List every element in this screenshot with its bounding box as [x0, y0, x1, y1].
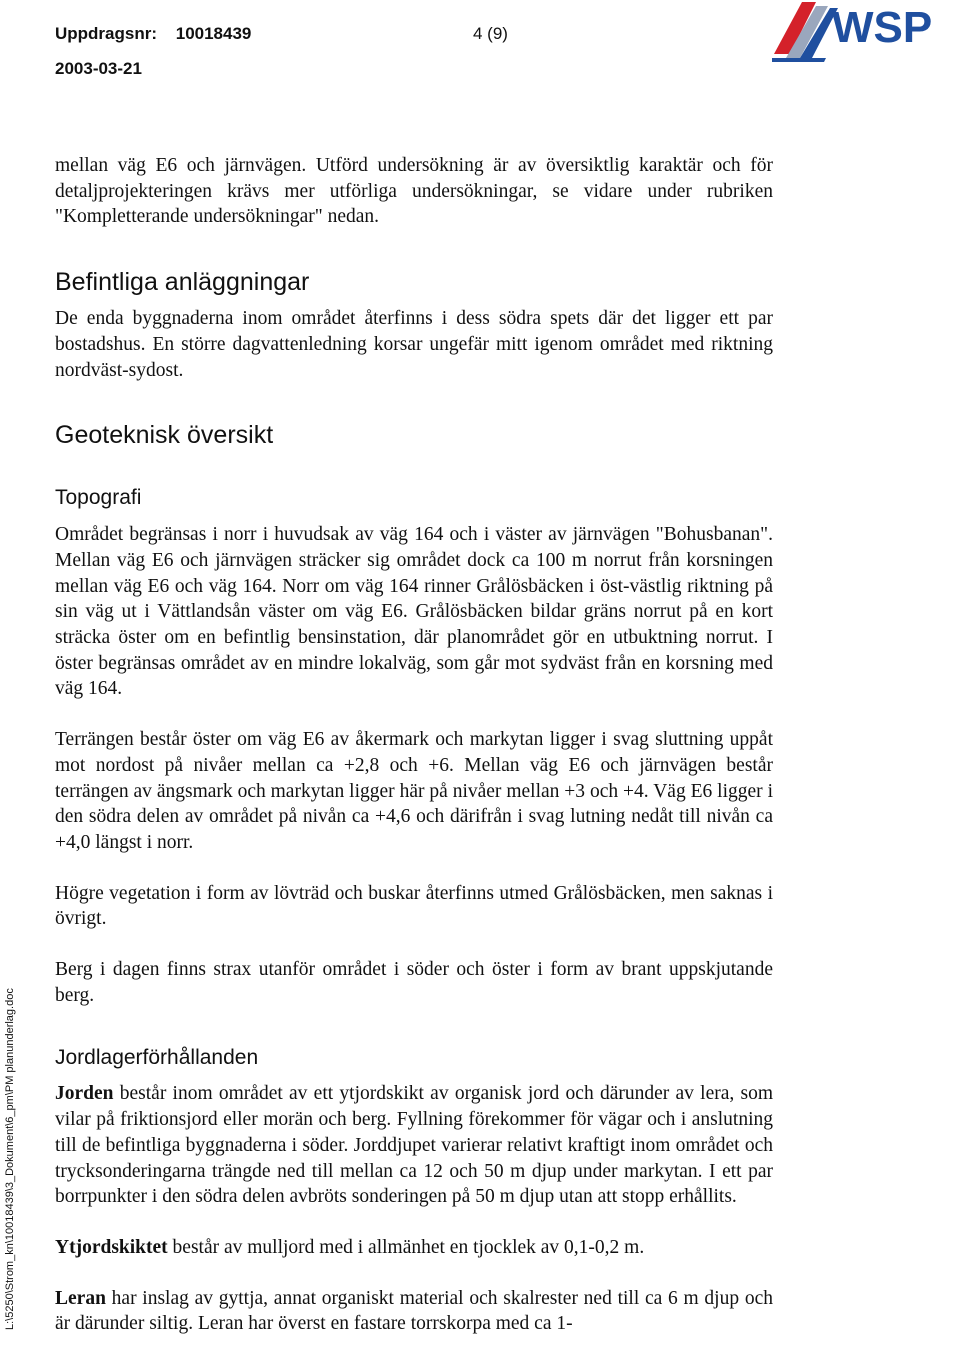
page-number: 4 (9) [473, 24, 508, 43]
befintliga-paragraph: De enda byggnaderna inom området återfinns i dess södra spets där det ligger ett par bostadshus. En större dagvattenledning korsar ungefär mitt igenom området med riktning nordväst-sydost. [55, 308, 773, 381]
logo-wordmark: WSP [832, 3, 933, 52]
page-header [55, 22, 535, 81]
assignment-row [55, 22, 535, 46]
wsp-logo [772, 0, 960, 62]
ytjord-text: består av mulljord med i allmänhet en tjocklek av 0,1-0,2 m. [167, 1236, 645, 1258]
topografi-paragraph-4: Berg i dagen finns strax utanför området i söder och öster i form av brant uppskjutande berg. [55, 959, 773, 1006]
jorden-text: består inom området av ett ytjordskikt av organisk jord och därunder av lera, som vilar på friktionsjord eller morän och berg. Fyllning förekommer för vägar och i anslutning till de befintliga byggnaderna i söder. Jorddjupet varierar relativt kraftigt inom området och trycksonderingarna trängde ned till mellan ca 12 och 50 m djup under markytan. I ett par borrpunkter i den södra delen avbröts sonderingen på 50 m djup utan att stopp erhållits. [55, 1083, 773, 1208]
topografi-paragraph-1: Området begränsas i norr i huvudsak av väg 164 och i väster av järnvägen "Bohusbanan". Mellan väg E6 och järnvägen sträcker sig området dock ca 100 m norrut från korsningen mellan väg E6 och väg 164. Norr om väg 164 rinner Grålösbäcken i öst-västlig riktning på sin väg ut i Vättlandsån väster om väg E6. Grålösbäcken bildar gräns norrut på en kort sträcka öster om en befintlig bensinstation, där planområdet gör en utbuktning norrut. I öster begränsas området av en mindre lokalväg, som går mot sydväst från en korsning med väg 164. [55, 524, 773, 700]
document-date: 2003-03-21 [55, 59, 142, 78]
assignment-number: 10018439 [175, 24, 252, 43]
leran-text: har inslag av gyttja, annat organiskt material och skalrester ned till ca 6 m djup och är därunder siltig. Leran har överst en fastare torrskorpa med ca 1- [55, 1287, 773, 1335]
subheading-jordlager: Jordlagerförhållanden [55, 1046, 259, 1070]
jorden-lead: Jorden [55, 1083, 114, 1105]
intro-paragraph: mellan väg E6 och järnvägen. Utförd undersökning är av översiktlig karaktär och för detaljprojekteringen krävs mer utförliga undersökningar, se vidare under rubriken "Kompletterande undersökningar" nedan. [55, 155, 773, 228]
section-heading-befintliga: Befintliga anläggningar [55, 268, 310, 297]
topografi-paragraph-2: Terrängen består öster om väg E6 av åkermark och markytan ligger i svag sluttning uppåt mot nordost på nivåer mellan ca +2,8 och +6. Mellan väg E6 och järnvägen består terrängen av ängsmark och markytan ligger här på nivåer mellan +3 och +4. Väg E6 ligger i den södra delen av området på nivån ca +4,6 och därifrån i svag lutning nedåt till nivån ca +4,0 längst i norr. [55, 729, 773, 853]
leran-paragraph [55, 1286, 773, 1337]
jorden-paragraph [55, 1081, 773, 1210]
document-body [55, 153, 773, 1337]
section-heading-geoteknisk: Geoteknisk översikt [55, 421, 274, 450]
file-path-margin: L:\5250\Strom_kn\10018439\3_Dokument\6_pm\PM planunderlag.doc [4, 988, 16, 1330]
ytjord-paragraph [55, 1235, 773, 1261]
assignment-label: Uppdragsnr: [55, 24, 157, 43]
subheading-topografi: Topografi [55, 486, 142, 510]
ytjord-lead: Ytjordskiktet [55, 1236, 168, 1258]
topografi-paragraph-3: Högre vegetation i form av lövträd och buskar återfinns utmed Grålösbäcken, men saknas i övrigt. [55, 882, 773, 930]
leran-lead: Leran [55, 1287, 106, 1309]
